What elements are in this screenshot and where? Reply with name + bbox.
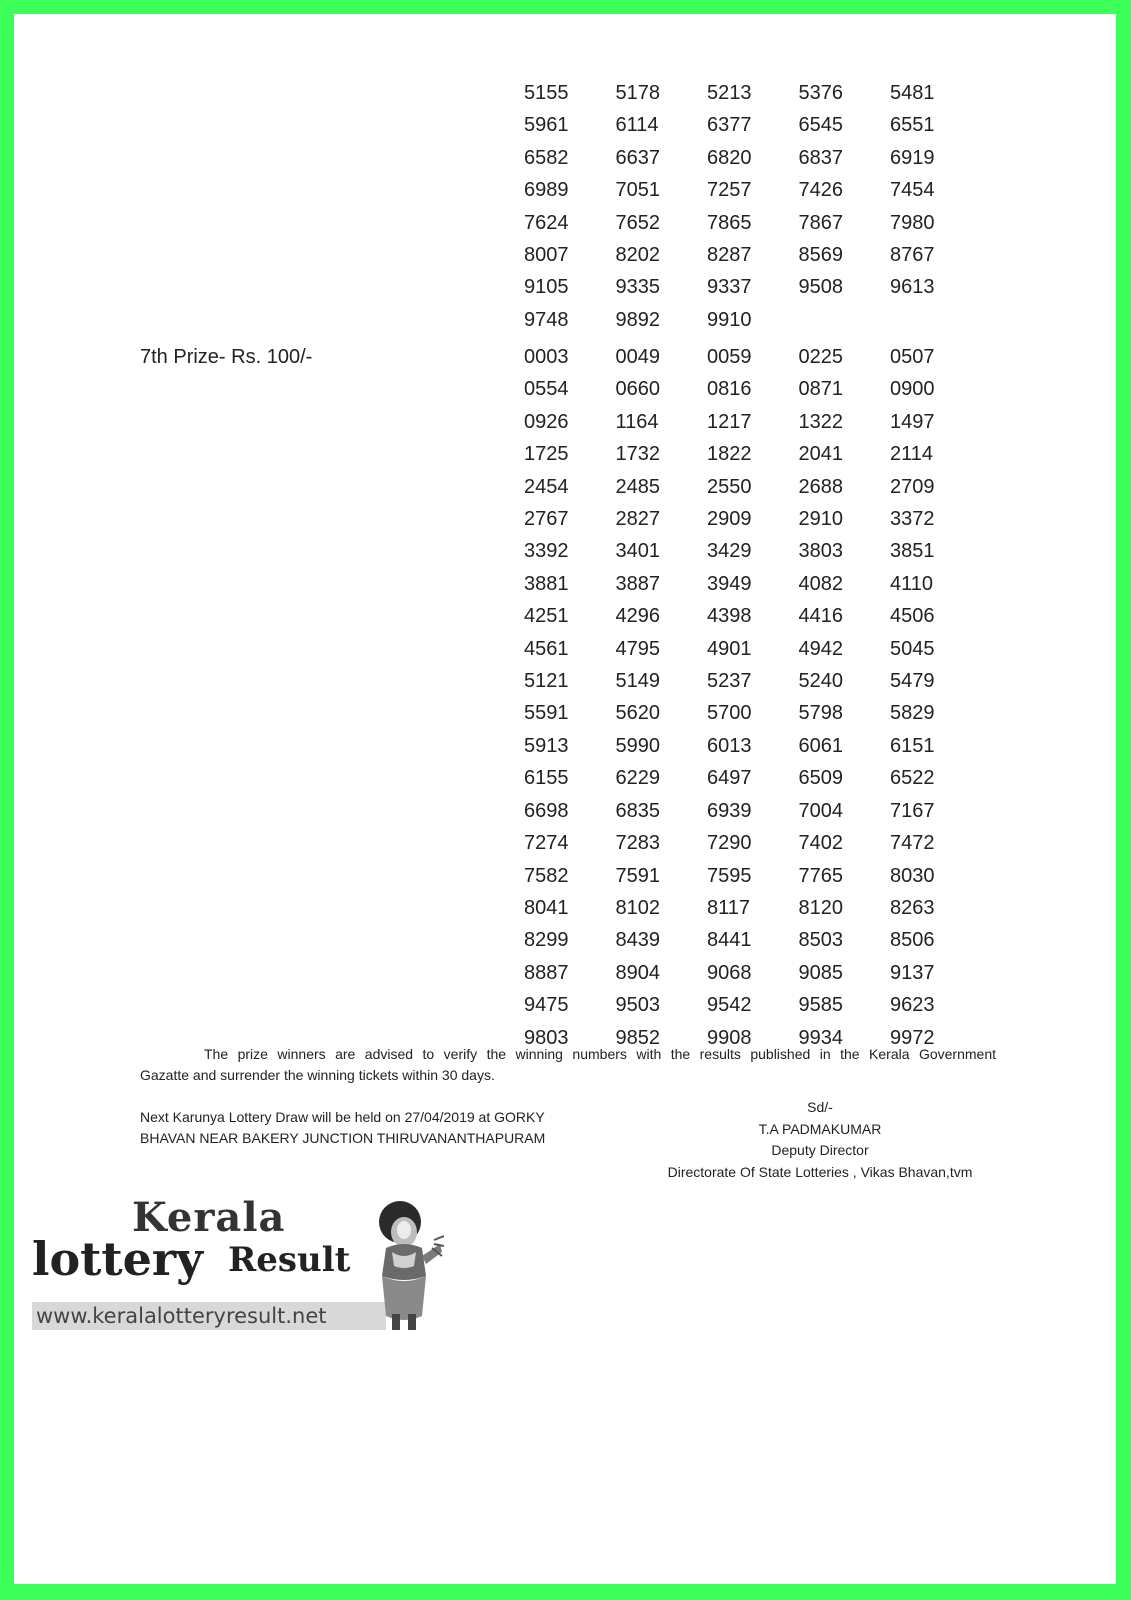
ticket-number: 6582 — [524, 146, 569, 169]
ticket-number: 0049 — [615, 346, 660, 368]
ticket-number: 7652 — [615, 211, 660, 234]
ticket-number: 9085 — [798, 961, 843, 984]
ticket-number: 6114 — [615, 114, 659, 137]
ticket-number: 0660 — [615, 378, 660, 401]
ticket-number: 5178 — [615, 82, 660, 104]
ticket-number: 4942 — [798, 637, 843, 660]
ticket-number: 9934 — [798, 1026, 843, 1049]
ticket-number: 9892 — [615, 308, 660, 331]
ticket-number: 8439 — [615, 929, 660, 952]
ticket-number: 1732 — [615, 443, 660, 466]
ticket-number: 1164 — [615, 410, 659, 433]
ticket-number: 7274 — [524, 832, 569, 855]
ticket-number: 2910 — [798, 508, 843, 531]
ticket-number: 5155 — [524, 82, 569, 104]
ticket-number: 9908 — [707, 1026, 752, 1049]
ticket-number: 9542 — [707, 994, 752, 1017]
next-draw-line-2: BHAVAN NEAR BAKERY JUNCTION THIRUVANANTHAPURAM — [140, 1130, 546, 1146]
ticket-number: 8117 — [707, 896, 751, 919]
ticket-number: 9137 — [890, 961, 935, 984]
ticket-number: 1322 — [798, 410, 843, 433]
signatory-office: Directorate Of State Lotteries , Vikas Bhavan,tvm — [667, 1163, 973, 1180]
ticket-number: 4296 — [615, 605, 660, 628]
ticket-number: 7167 — [890, 799, 935, 822]
next-draw-info — [140, 1107, 590, 1149]
ticket-number: 5237 — [707, 670, 752, 693]
continued-prize-numbers — [524, 77, 982, 336]
ticket-number: 6377 — [707, 114, 752, 137]
ticket-number: 2709 — [890, 475, 935, 498]
ticket-number: 6820 — [707, 146, 752, 169]
signatory-designation: Deputy Director — [771, 1142, 869, 1158]
ticket-number: 6637 — [615, 146, 660, 169]
ticket-number: 8287 — [707, 244, 752, 267]
ticket-number: 9613 — [890, 276, 935, 299]
ticket-number: 3429 — [707, 540, 752, 563]
ticket-number: 7004 — [798, 799, 843, 822]
ticket-number: 1725 — [524, 443, 569, 466]
ticket-number: 5479 — [890, 670, 935, 693]
ticket-number: 6545 — [798, 114, 843, 137]
ticket-number: 9803 — [524, 1026, 569, 1049]
winner-notice — [140, 1044, 996, 1086]
ticket-number: 5213 — [707, 82, 752, 104]
ticket-number: 9105 — [524, 276, 569, 299]
ticket-number: 0003 — [524, 346, 569, 368]
ticket-number: 4082 — [798, 572, 843, 595]
ticket-number: 5045 — [890, 637, 935, 660]
ticket-number: 9503 — [615, 994, 660, 1017]
ticket-number: 5913 — [524, 734, 569, 757]
ticket-number: 9852 — [615, 1026, 660, 1049]
ticket-number: 4901 — [707, 637, 752, 660]
ticket-number: 5700 — [707, 702, 752, 725]
ticket-number: 8030 — [890, 864, 935, 887]
ticket-number: 9337 — [707, 276, 752, 299]
ticket-number: 4561 — [524, 637, 569, 660]
ticket-number: 6989 — [524, 179, 569, 202]
ticket-number: 8007 — [524, 244, 569, 267]
ticket-number: 9585 — [798, 994, 843, 1017]
ticket-number: 7582 — [524, 864, 569, 887]
ticket-number: 2688 — [798, 475, 843, 498]
ticket-number: 8904 — [615, 961, 660, 984]
ticket-number: 8202 — [615, 244, 660, 267]
ticket-number: 8887 — [524, 961, 569, 984]
ticket-number: 3401 — [615, 540, 660, 563]
ticket-number: 7980 — [890, 211, 935, 234]
ticket-number: 3851 — [890, 540, 935, 563]
seventh-prize-label: 7th Prize- Rs. 100/- — [140, 346, 313, 368]
ticket-number: 8102 — [615, 896, 660, 919]
ticket-number: 9748 — [524, 308, 569, 331]
ticket-number: 0926 — [524, 410, 569, 433]
ticket-number: 4251 — [524, 605, 569, 628]
ticket-number: 6061 — [798, 734, 843, 757]
ticket-number: 7591 — [615, 864, 660, 887]
ticket-number: 0059 — [707, 346, 752, 368]
ticket-number: 5829 — [890, 702, 935, 725]
ticket-number: 7595 — [707, 864, 752, 887]
kerala-lottery-result-logo — [30, 1194, 440, 1334]
ticket-number: 3372 — [890, 508, 935, 531]
ticket-number: 2827 — [615, 508, 660, 531]
logo-url: www.keralalotteryresult.net — [32, 1302, 386, 1330]
ticket-number: 9910 — [707, 308, 752, 331]
ticket-number: 3881 — [524, 572, 569, 595]
ticket-number: 5798 — [798, 702, 843, 725]
ticket-number: 0816 — [707, 378, 752, 401]
ticket-number: 7402 — [798, 832, 843, 855]
ticket-number: 7624 — [524, 211, 569, 234]
ticket-number: 2767 — [524, 508, 569, 531]
ticket-number: 6835 — [615, 799, 660, 822]
ticket-number: 6497 — [707, 767, 752, 790]
ticket-number: 6698 — [524, 799, 569, 822]
ticket-number: 0507 — [890, 346, 935, 368]
ticket-number: 2550 — [707, 475, 752, 498]
ticket-number: 2114 — [890, 443, 934, 466]
ticket-number: 8299 — [524, 929, 569, 952]
ticket-number: 5149 — [615, 670, 660, 693]
ticket-number: 5121 — [524, 670, 569, 693]
ticket-number: 6229 — [615, 767, 660, 790]
signature-sd: Sd/- — [807, 1099, 833, 1115]
ticket-number: 7290 — [707, 832, 752, 855]
ticket-number: 7765 — [798, 864, 843, 887]
ticket-number: 6013 — [707, 734, 752, 757]
ticket-number: 3803 — [798, 540, 843, 563]
ticket-number: 7867 — [798, 211, 843, 234]
ticket-number: 6151 — [890, 734, 935, 757]
ticket-number: 0554 — [524, 378, 569, 401]
ticket-number: 5481 — [890, 82, 935, 104]
ticket-number: 5591 — [524, 702, 569, 725]
ticket-number: 2041 — [798, 443, 843, 466]
ticket-number: 5376 — [798, 82, 843, 104]
ticket-number: 8120 — [798, 896, 843, 919]
signature-block — [622, 1097, 1018, 1183]
ticket-number: 8263 — [890, 896, 935, 919]
ticket-number: 7051 — [615, 179, 660, 202]
ticket-number: 8569 — [798, 244, 843, 267]
signatory-name: T.A PADMAKUMAR — [758, 1120, 882, 1137]
ticket-number: 5240 — [798, 670, 843, 693]
ticket-number: 8441 — [707, 929, 752, 952]
ticket-number: 7426 — [798, 179, 843, 202]
ticket-number: 7283 — [615, 832, 660, 855]
ticket-number: 6522 — [890, 767, 935, 790]
ticket-number: 9475 — [524, 994, 569, 1017]
ticket-number: 0225 — [798, 346, 843, 368]
ticket-number: 4416 — [798, 605, 843, 628]
ticket-number: 3949 — [707, 572, 752, 595]
ticket-number: 4506 — [890, 605, 935, 628]
ticket-number: 2485 — [615, 475, 660, 498]
ticket-number: 3392 — [524, 540, 569, 563]
ticket-number: 9335 — [615, 276, 660, 299]
ticket-number: 5620 — [615, 702, 660, 725]
ticket-number: 1497 — [890, 410, 935, 433]
ticket-number: 6509 — [798, 767, 843, 790]
ticket-number: 5990 — [615, 734, 660, 757]
ticket-number: 8041 — [524, 896, 569, 919]
next-draw-line-1: Next Karunya Lottery Draw will be held on 27/04/2019 at GORKY — [140, 1109, 545, 1125]
ticket-number: 1217 — [707, 410, 752, 433]
ticket-number: 6939 — [707, 799, 752, 822]
ticket-number: 4110 — [890, 572, 934, 595]
ticket-number: 8503 — [798, 929, 843, 952]
kathakali-figure-icon — [364, 1200, 444, 1332]
logo-word-kerala: Kerala — [132, 1194, 286, 1241]
ticket-number: 6155 — [524, 767, 569, 790]
ticket-number: 4398 — [707, 605, 752, 628]
ticket-number: 0900 — [890, 378, 935, 401]
ticket-number: 9972 — [890, 1026, 935, 1049]
ticket-number: 7472 — [890, 832, 935, 855]
notice-line-2: Gazatte and surrender the winning tickets within 30 days. — [140, 1067, 495, 1083]
ticket-number: 0871 — [798, 378, 843, 401]
ticket-number: 2454 — [524, 475, 569, 498]
ticket-number: 8506 — [890, 929, 935, 952]
ticket-number: 9623 — [890, 994, 935, 1017]
logo-word-result: Result — [228, 1240, 351, 1280]
ticket-number: 6919 — [890, 146, 935, 169]
ticket-number: 3887 — [615, 572, 660, 595]
ticket-number: 6837 — [798, 146, 843, 169]
ticket-number: 8767 — [890, 244, 935, 267]
ticket-number: 1822 — [707, 443, 752, 466]
seventh-prize-numbers — [524, 341, 982, 1054]
result-sheet — [14, 14, 1116, 1584]
ticket-number: 7257 — [707, 179, 752, 202]
ticket-number: 5961 — [524, 114, 569, 137]
ticket-number: 9068 — [707, 961, 752, 984]
ticket-number: 6551 — [890, 114, 935, 137]
ticket-number: 4795 — [615, 637, 660, 660]
ticket-number: 2909 — [707, 508, 752, 531]
ticket-number: 7865 — [707, 211, 752, 234]
ticket-number: 9508 — [798, 276, 843, 299]
notice-line-1: The prize winners are advised to verify the winning numbers with the results published in the Kerala Government — [204, 1046, 996, 1062]
logo-word-lottery: lottery — [32, 1232, 203, 1286]
ticket-number: 7454 — [890, 179, 935, 202]
